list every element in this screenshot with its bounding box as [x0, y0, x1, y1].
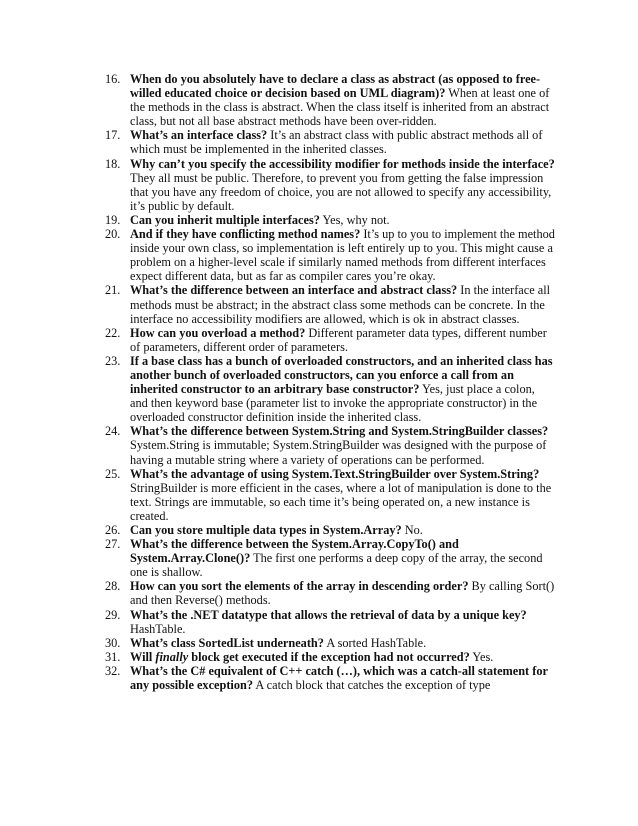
answer: It’s up to you to implement the method inside your own class, so implementation is left entirely up to you. This might cause a problem on a higher-level scale if similarly named methods from different interfaces expect different data, but as far as compiler cares you’re okay. — [130, 227, 555, 284]
item-number: 29. — [105, 607, 121, 622]
qa-item-30 — [105, 636, 555, 650]
answer: Yes, just place a colon, and then keyword base (parameter list to invoke the appropriate constructor) in the overloaded constructor definition inside the inherited class. — [130, 382, 538, 425]
item-number: 32. — [105, 663, 121, 678]
qa-list — [105, 72, 555, 692]
item-number: 17. — [105, 128, 121, 143]
qa-item-18 — [105, 157, 555, 213]
qa-item-22 — [105, 326, 555, 354]
answer: They all must be public. Therefore, to prevent you from getting the false impression that you have any freedom of choice, you are not allowed to specify any accessibility, it’s public by default. — [130, 170, 552, 213]
question: What’s an interface class? — [130, 128, 268, 143]
answer: The first one performs a deep copy of the array, the second one is shallow. — [130, 551, 543, 580]
item-number: 23. — [105, 353, 121, 368]
question-emphasis: finally — [155, 649, 189, 664]
item-number: 19. — [105, 212, 121, 227]
item-number: 24. — [105, 424, 121, 439]
answer: Yes, why not. — [322, 212, 390, 227]
qa-item-19 — [105, 213, 555, 227]
item-number: 28. — [105, 579, 121, 594]
qa-item-16 — [105, 72, 555, 128]
question: Can you store multiple data types in System.Array? — [130, 523, 402, 537]
item-number: 18. — [105, 156, 121, 171]
item-number: 30. — [105, 635, 121, 650]
answer: When at least one of the methods in the class is abstract. When the class itself is inherited from an abstract class, but not all base abstract methods have been over-ridden. — [130, 86, 550, 129]
question: What’s the .NET datatype that allows the retrieval of data by a unique key? — [130, 607, 527, 622]
question: When do you absolutely have to declare a class as abstract (as opposed to free-willed educated choice or decision based on UML diagram)? — [130, 72, 541, 101]
item-number: 26. — [105, 523, 121, 537]
answer: HashTable. — [130, 621, 186, 636]
question: How can you overload a method? — [130, 325, 306, 340]
qa-item-20 — [105, 227, 555, 283]
question: What’s class SortedList underneath? — [130, 635, 324, 650]
qa-item-23 — [105, 354, 555, 424]
answer: System.String is immutable; System.StringBuilder was designed with the purpose of having a mutable string where a variety of operations can be performed. — [130, 438, 547, 467]
qa-item-24 — [105, 424, 555, 466]
item-number: 25. — [105, 466, 121, 481]
answer: A sorted HashTable. — [326, 635, 427, 650]
question: Can you inherit multiple interfaces? — [130, 212, 320, 227]
qa-item-32 — [105, 664, 555, 692]
question: What’s the advantage of using System.Text.StringBuilder over System.String? — [130, 466, 540, 481]
question-part: block get executed if the exception had not occurred? — [191, 649, 470, 664]
qa-item-31 — [105, 650, 555, 664]
question: What’s the difference between System.String and System.StringBuilder classes? — [130, 424, 549, 439]
qa-item-25 — [105, 467, 555, 523]
item-number: 22. — [105, 325, 121, 340]
question: What’s the difference between an interface and abstract class? — [130, 283, 458, 298]
question: What’s the difference between the System.Array.CopyTo() and System.Array.Clone()? — [130, 537, 459, 566]
answer: StringBuilder is more efficient in the cases, where a lot of manipulation is done to the text. Strings are immutable, so each time it’s being operated on, a new instance is created. — [130, 480, 552, 523]
answer: In the interface all methods must be abstract; in the abstract class some methods can be concrete. In the interface no accessibility modifiers are allowed, which is ok in abstract classes. — [130, 283, 551, 326]
item-number: 21. — [105, 283, 121, 298]
item-number: 27. — [105, 537, 121, 552]
qa-item-26 — [105, 523, 555, 537]
question-part: Will — [130, 649, 153, 664]
item-number: 16. — [105, 72, 121, 86]
qa-item-21 — [105, 283, 555, 325]
question: How can you sort the elements of the array in descending order? — [130, 579, 469, 594]
qa-item-28 — [105, 579, 555, 607]
answer: By calling Sort() and then Reverse() methods. — [130, 579, 555, 608]
answer: No. — [404, 523, 423, 537]
item-number: 31. — [105, 649, 121, 664]
qa-item-17 — [105, 128, 555, 156]
answer: Yes. — [472, 649, 494, 664]
qa-item-27 — [105, 537, 555, 579]
question — [130, 650, 470, 664]
answer: A catch block that catches the exception of type — [255, 678, 491, 693]
qa-item-29 — [105, 608, 555, 636]
question: If a base class has a bunch of overloaded constructors, and an inherited class has another bunch of overloaded constructors, can you enforce a call from an inherited constructor to an arbitrary base constructor? — [130, 353, 553, 397]
question: What’s the C# equivalent of C++ catch (…), which was a catch-all statement for any possible exception? — [130, 663, 548, 693]
question: And if they have conflicting method names? — [130, 227, 361, 242]
question: Why can’t you specify the accessibility modifier for methods inside the interface? — [130, 156, 555, 171]
answer: Different parameter data types, different number of parameters, different order of parameters. — [130, 325, 547, 354]
item-number: 20. — [105, 227, 121, 242]
answer: It’s an abstract class with public abstract methods all of which must be implemented in the inherited classes. — [130, 128, 543, 157]
